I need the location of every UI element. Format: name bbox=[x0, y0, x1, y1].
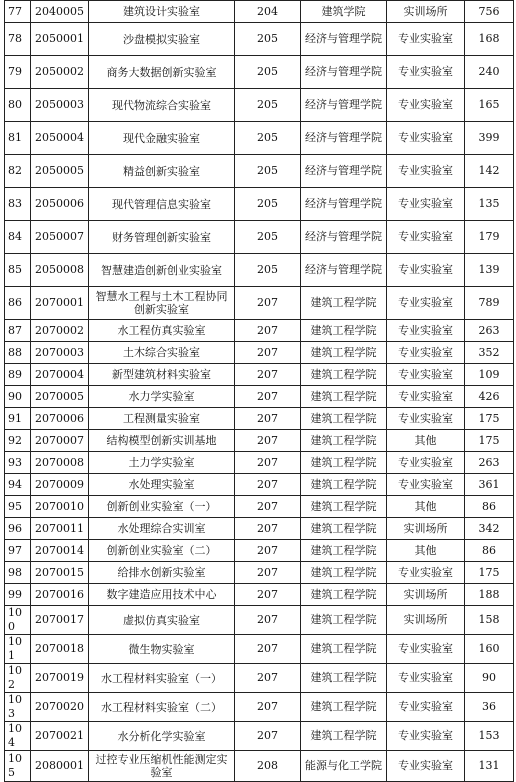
cell-college: 建筑工程学院 bbox=[301, 584, 387, 606]
table-row bbox=[5, 693, 514, 722]
cell-index: 98 bbox=[5, 562, 31, 584]
cell-lab-name: 水处理综合实训室 bbox=[89, 518, 235, 540]
table-row bbox=[5, 408, 514, 430]
cell-lab-code: 2050004 bbox=[31, 122, 89, 155]
cell-dept-code: 207 bbox=[235, 408, 301, 430]
cell-lab-type: 专业实验室 bbox=[387, 408, 465, 430]
cell-index: 88 bbox=[5, 342, 31, 364]
cell-area: 165 bbox=[465, 89, 514, 122]
cell-area: 90 bbox=[465, 664, 514, 693]
cell-lab-name: 水工程材料实验室（一） bbox=[89, 664, 235, 693]
cell-lab-code: 2070006 bbox=[31, 408, 89, 430]
cell-lab-name: 工程测量实验室 bbox=[89, 408, 235, 430]
table-row bbox=[5, 635, 514, 664]
cell-college: 经济与管理学院 bbox=[301, 56, 387, 89]
cell-lab-name: 精益创新实验室 bbox=[89, 155, 235, 188]
cell-dept-code: 207 bbox=[235, 635, 301, 664]
cell-lab-name: 微生物实验室 bbox=[89, 635, 235, 664]
cell-dept-code: 207 bbox=[235, 606, 301, 635]
cell-area: 188 bbox=[465, 584, 514, 606]
cell-lab-name: 财务管理创新实验室 bbox=[89, 221, 235, 254]
cell-lab-code: 2050003 bbox=[31, 89, 89, 122]
cell-dept-code: 205 bbox=[235, 56, 301, 89]
cell-dept-code: 207 bbox=[235, 452, 301, 474]
cell-college: 建筑工程学院 bbox=[301, 693, 387, 722]
cell-college: 经济与管理学院 bbox=[301, 122, 387, 155]
table-row bbox=[5, 562, 514, 584]
cell-lab-name: 现代物流综合实验室 bbox=[89, 89, 235, 122]
cell-index: 91 bbox=[5, 408, 31, 430]
cell-lab-code: 2070007 bbox=[31, 430, 89, 452]
cell-college: 经济与管理学院 bbox=[301, 23, 387, 56]
cell-lab-code: 2070009 bbox=[31, 474, 89, 496]
cell-lab-code: 2070010 bbox=[31, 496, 89, 518]
cell-lab-name: 沙盘模拟实验室 bbox=[89, 23, 235, 56]
cell-lab-type: 专业实验室 bbox=[387, 693, 465, 722]
cell-lab-type: 专业实验室 bbox=[387, 287, 465, 320]
cell-index: 89 bbox=[5, 364, 31, 386]
cell-lab-code: 2070015 bbox=[31, 562, 89, 584]
cell-dept-code: 205 bbox=[235, 23, 301, 56]
table-row bbox=[5, 23, 514, 56]
cell-lab-name: 土木综合实验室 bbox=[89, 342, 235, 364]
cell-area: 135 bbox=[465, 188, 514, 221]
table-row bbox=[5, 221, 514, 254]
cell-area: 179 bbox=[465, 221, 514, 254]
cell-college: 建筑工程学院 bbox=[301, 496, 387, 518]
cell-index: 102 bbox=[5, 664, 31, 693]
cell-dept-code: 207 bbox=[235, 496, 301, 518]
cell-college: 建筑工程学院 bbox=[301, 408, 387, 430]
cell-college: 建筑工程学院 bbox=[301, 518, 387, 540]
cell-index: 80 bbox=[5, 89, 31, 122]
cell-college: 建筑工程学院 bbox=[301, 562, 387, 584]
cell-index: 82 bbox=[5, 155, 31, 188]
table-row bbox=[5, 386, 514, 408]
cell-index: 94 bbox=[5, 474, 31, 496]
cell-college: 建筑工程学院 bbox=[301, 606, 387, 635]
cell-lab-code: 2050002 bbox=[31, 56, 89, 89]
cell-dept-code: 208 bbox=[235, 751, 301, 782]
cell-area: 153 bbox=[465, 722, 514, 751]
cell-index: 92 bbox=[5, 430, 31, 452]
cell-index: 78 bbox=[5, 23, 31, 56]
cell-lab-code: 2050005 bbox=[31, 155, 89, 188]
cell-lab-code: 2080001 bbox=[31, 751, 89, 782]
cell-area: 168 bbox=[465, 23, 514, 56]
cell-index: 103 bbox=[5, 693, 31, 722]
cell-index: 93 bbox=[5, 452, 31, 474]
table-row bbox=[5, 364, 514, 386]
cell-dept-code: 207 bbox=[235, 562, 301, 584]
cell-lab-code: 2070021 bbox=[31, 722, 89, 751]
cell-lab-type: 专业实验室 bbox=[387, 635, 465, 664]
cell-lab-type: 专业实验室 bbox=[387, 386, 465, 408]
cell-area: 342 bbox=[465, 518, 514, 540]
cell-lab-code: 2050006 bbox=[31, 188, 89, 221]
table-row bbox=[5, 722, 514, 751]
cell-dept-code: 205 bbox=[235, 254, 301, 287]
cell-college: 经济与管理学院 bbox=[301, 155, 387, 188]
cell-area: 426 bbox=[465, 386, 514, 408]
cell-area: 175 bbox=[465, 562, 514, 584]
cell-dept-code: 205 bbox=[235, 188, 301, 221]
cell-dept-code: 205 bbox=[235, 221, 301, 254]
cell-area: 86 bbox=[465, 496, 514, 518]
cell-index: 83 bbox=[5, 188, 31, 221]
cell-index: 86 bbox=[5, 287, 31, 320]
cell-college: 建筑工程学院 bbox=[301, 635, 387, 664]
cell-lab-name: 建筑设计实验室 bbox=[89, 1, 235, 23]
cell-dept-code: 207 bbox=[235, 664, 301, 693]
cell-lab-type: 专业实验室 bbox=[387, 722, 465, 751]
cell-dept-code: 207 bbox=[235, 430, 301, 452]
cell-lab-code: 2070001 bbox=[31, 287, 89, 320]
cell-area: 240 bbox=[465, 56, 514, 89]
cell-lab-type: 专业实验室 bbox=[387, 342, 465, 364]
cell-index: 77 bbox=[5, 1, 31, 23]
cell-college: 建筑工程学院 bbox=[301, 342, 387, 364]
cell-lab-name: 智慧水工程与土木工程协同创新实验室 bbox=[89, 287, 235, 320]
table-row bbox=[5, 518, 514, 540]
cell-college: 经济与管理学院 bbox=[301, 221, 387, 254]
cell-college: 建筑工程学院 bbox=[301, 722, 387, 751]
cell-lab-type: 专业实验室 bbox=[387, 56, 465, 89]
cell-lab-type: 专业实验室 bbox=[387, 89, 465, 122]
table-row bbox=[5, 56, 514, 89]
cell-lab-code: 2070019 bbox=[31, 664, 89, 693]
cell-lab-code: 2070017 bbox=[31, 606, 89, 635]
cell-index: 105 bbox=[5, 751, 31, 782]
cell-lab-type: 其他 bbox=[387, 540, 465, 562]
cell-college: 建筑工程学院 bbox=[301, 664, 387, 693]
cell-lab-name: 水力学实验室 bbox=[89, 386, 235, 408]
table-row bbox=[5, 496, 514, 518]
cell-dept-code: 207 bbox=[235, 386, 301, 408]
cell-dept-code: 205 bbox=[235, 155, 301, 188]
cell-index: 95 bbox=[5, 496, 31, 518]
cell-area: 131 bbox=[465, 751, 514, 782]
table-row bbox=[5, 664, 514, 693]
cell-lab-code: 2070018 bbox=[31, 635, 89, 664]
cell-lab-type: 专业实验室 bbox=[387, 751, 465, 782]
lab-table bbox=[4, 0, 514, 782]
cell-college: 建筑学院 bbox=[301, 1, 387, 23]
cell-college: 经济与管理学院 bbox=[301, 89, 387, 122]
cell-lab-name: 创新创业实验室（一） bbox=[89, 496, 235, 518]
cell-lab-type: 专业实验室 bbox=[387, 474, 465, 496]
cell-dept-code: 207 bbox=[235, 342, 301, 364]
cell-college: 建筑工程学院 bbox=[301, 452, 387, 474]
cell-index: 87 bbox=[5, 320, 31, 342]
cell-index: 90 bbox=[5, 386, 31, 408]
table-row bbox=[5, 584, 514, 606]
cell-lab-code: 2070014 bbox=[31, 540, 89, 562]
cell-index: 104 bbox=[5, 722, 31, 751]
cell-lab-type: 实训场所 bbox=[387, 518, 465, 540]
table-row bbox=[5, 1, 514, 23]
cell-index: 85 bbox=[5, 254, 31, 287]
cell-college: 建筑工程学院 bbox=[301, 386, 387, 408]
lab-table-container bbox=[4, 0, 513, 782]
cell-index: 101 bbox=[5, 635, 31, 664]
cell-lab-type: 专业实验室 bbox=[387, 155, 465, 188]
cell-index: 96 bbox=[5, 518, 31, 540]
cell-dept-code: 207 bbox=[235, 693, 301, 722]
cell-lab-name: 数字建造应用技术中心 bbox=[89, 584, 235, 606]
cell-lab-code: 2070016 bbox=[31, 584, 89, 606]
cell-lab-type: 实训场所 bbox=[387, 1, 465, 23]
cell-lab-name: 现代金融实验室 bbox=[89, 122, 235, 155]
cell-lab-code: 2070005 bbox=[31, 386, 89, 408]
table-row bbox=[5, 287, 514, 320]
cell-lab-type: 专业实验室 bbox=[387, 188, 465, 221]
cell-area: 36 bbox=[465, 693, 514, 722]
cell-lab-type: 专业实验室 bbox=[387, 452, 465, 474]
cell-index: 79 bbox=[5, 56, 31, 89]
cell-lab-name: 结构模型创新实训基地 bbox=[89, 430, 235, 452]
cell-lab-type: 专业实验室 bbox=[387, 364, 465, 386]
cell-area: 158 bbox=[465, 606, 514, 635]
cell-lab-code: 2070003 bbox=[31, 342, 89, 364]
cell-college: 建筑工程学院 bbox=[301, 474, 387, 496]
cell-college: 经济与管理学院 bbox=[301, 188, 387, 221]
table-row bbox=[5, 320, 514, 342]
table-row bbox=[5, 540, 514, 562]
cell-area: 109 bbox=[465, 364, 514, 386]
cell-lab-name: 智慧建造创新创业实验室 bbox=[89, 254, 235, 287]
cell-area: 263 bbox=[465, 452, 514, 474]
cell-lab-code: 2070002 bbox=[31, 320, 89, 342]
cell-lab-code: 2070004 bbox=[31, 364, 89, 386]
cell-lab-code: 2070011 bbox=[31, 518, 89, 540]
cell-college: 建筑工程学院 bbox=[301, 287, 387, 320]
table-row bbox=[5, 188, 514, 221]
cell-dept-code: 207 bbox=[235, 540, 301, 562]
table-row bbox=[5, 430, 514, 452]
cell-dept-code: 207 bbox=[235, 722, 301, 751]
cell-college: 建筑工程学院 bbox=[301, 430, 387, 452]
cell-lab-type: 专业实验室 bbox=[387, 23, 465, 56]
table-row bbox=[5, 751, 514, 782]
cell-area: 263 bbox=[465, 320, 514, 342]
cell-lab-name: 现代管理信息实验室 bbox=[89, 188, 235, 221]
cell-index: 99 bbox=[5, 584, 31, 606]
cell-lab-type: 专业实验室 bbox=[387, 320, 465, 342]
cell-index: 97 bbox=[5, 540, 31, 562]
cell-lab-type: 其他 bbox=[387, 430, 465, 452]
cell-lab-code: 2050008 bbox=[31, 254, 89, 287]
cell-area: 139 bbox=[465, 254, 514, 287]
cell-lab-name: 虚拟仿真实验室 bbox=[89, 606, 235, 635]
lab-table-body bbox=[5, 1, 514, 782]
table-row bbox=[5, 342, 514, 364]
cell-dept-code: 207 bbox=[235, 320, 301, 342]
cell-index: 84 bbox=[5, 221, 31, 254]
cell-lab-code: 2050001 bbox=[31, 23, 89, 56]
cell-lab-type: 实训场所 bbox=[387, 606, 465, 635]
cell-lab-type: 其他 bbox=[387, 496, 465, 518]
table-row bbox=[5, 254, 514, 287]
cell-area: 175 bbox=[465, 408, 514, 430]
table-row bbox=[5, 452, 514, 474]
cell-area: 756 bbox=[465, 1, 514, 23]
cell-lab-type: 专业实验室 bbox=[387, 664, 465, 693]
cell-lab-type: 专业实验室 bbox=[387, 221, 465, 254]
cell-lab-code: 2040005 bbox=[31, 1, 89, 23]
cell-index: 81 bbox=[5, 122, 31, 155]
cell-area: 789 bbox=[465, 287, 514, 320]
cell-college: 能源与化工学院 bbox=[301, 751, 387, 782]
cell-dept-code: 207 bbox=[235, 474, 301, 496]
cell-lab-name: 新型建筑材料实验室 bbox=[89, 364, 235, 386]
cell-lab-name: 商务大数据创新实验室 bbox=[89, 56, 235, 89]
cell-lab-name: 土力学实验室 bbox=[89, 452, 235, 474]
cell-lab-name: 水分析化学实验室 bbox=[89, 722, 235, 751]
table-row bbox=[5, 606, 514, 635]
cell-lab-name: 给排水创新实验室 bbox=[89, 562, 235, 584]
cell-lab-name: 水工程仿真实验室 bbox=[89, 320, 235, 342]
cell-college: 建筑工程学院 bbox=[301, 540, 387, 562]
cell-area: 399 bbox=[465, 122, 514, 155]
cell-lab-type: 实训场所 bbox=[387, 584, 465, 606]
cell-college: 经济与管理学院 bbox=[301, 254, 387, 287]
cell-lab-name: 水处理实验室 bbox=[89, 474, 235, 496]
cell-dept-code: 207 bbox=[235, 364, 301, 386]
cell-college: 建筑工程学院 bbox=[301, 364, 387, 386]
cell-lab-code: 2070020 bbox=[31, 693, 89, 722]
table-row bbox=[5, 89, 514, 122]
table-row bbox=[5, 474, 514, 496]
cell-lab-name: 水工程材料实验室（二） bbox=[89, 693, 235, 722]
cell-dept-code: 205 bbox=[235, 89, 301, 122]
cell-dept-code: 205 bbox=[235, 122, 301, 155]
cell-area: 175 bbox=[465, 430, 514, 452]
cell-index: 100 bbox=[5, 606, 31, 635]
cell-dept-code: 207 bbox=[235, 518, 301, 540]
cell-college: 建筑工程学院 bbox=[301, 320, 387, 342]
cell-lab-type: 专业实验室 bbox=[387, 122, 465, 155]
cell-area: 142 bbox=[465, 155, 514, 188]
cell-area: 352 bbox=[465, 342, 514, 364]
cell-area: 86 bbox=[465, 540, 514, 562]
cell-lab-code: 2070008 bbox=[31, 452, 89, 474]
cell-lab-code: 2050007 bbox=[31, 221, 89, 254]
cell-lab-name: 过控专业压缩机性能测定实验室 bbox=[89, 751, 235, 782]
table-row bbox=[5, 155, 514, 188]
cell-lab-type: 专业实验室 bbox=[387, 254, 465, 287]
cell-area: 361 bbox=[465, 474, 514, 496]
cell-lab-name: 创新创业实验室（二） bbox=[89, 540, 235, 562]
cell-area: 160 bbox=[465, 635, 514, 664]
cell-dept-code: 207 bbox=[235, 584, 301, 606]
cell-dept-code: 207 bbox=[235, 287, 301, 320]
table-row bbox=[5, 122, 514, 155]
cell-lab-type: 专业实验室 bbox=[387, 562, 465, 584]
cell-dept-code: 204 bbox=[235, 1, 301, 23]
